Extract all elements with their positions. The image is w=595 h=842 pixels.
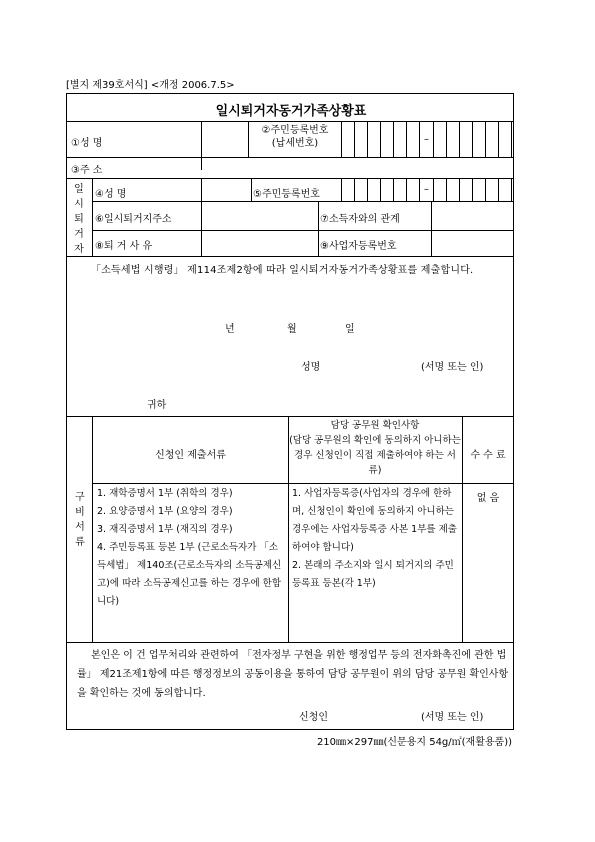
form-number-header: [별지 제39호서식] <개정 2006.7.5> (66, 80, 235, 91)
col-official-header: 담당 공무원 확인사항 (담당 공무원의 확인에 동의하지 아니하는 경우 신청인이 직접 제출하여야 하는 서류) (289, 420, 461, 476)
consent-text: 본인은 이 건 업무처리와 관련하여 「전자정부 구현을 위한 행정업무 등의 전자화촉진에 관한 법률」 제21조제1항에 따른 행정정보의 공동이용을 통하여 담당 공무원이 위의 담당 공무원 확인사항을 확인하는 것에 동의합니다. (77, 650, 509, 699)
date-month: 월 (287, 324, 297, 335)
statement-text: 「소득세법 시행령」 제114조제2항에 따라 일시퇴거자동거가족상황표를 제출합니다. (91, 265, 474, 276)
applicant-docs-list: 1. 재학증명서 1부 (취학의 경우) 2. 요양증명서 1부 (요양의 경우) 3. 재직증명서 1부 (재직의 경우) 4. 주민등록표 등본 1부 (근로소득자가 「소득세법」 제140조(근로소득자의 소득공제신고)에 따라 소득공제신고를 하는 경우에 한합니다) (97, 488, 282, 607)
bizno-label: ⑨사업자등록번호 (320, 241, 397, 252)
paper-spec-footer: 210㎜×297㎜(신문용지 54g/㎡(재활용품)) (316, 737, 512, 748)
reason-field[interactable] (202, 231, 317, 255)
consent-applicant: 신청인 (299, 712, 328, 723)
address-field[interactable] (202, 158, 512, 178)
consent-sign-note: (서명 또는 인) (421, 712, 484, 723)
official-docs-list: 1. 사업자등록증(사업자의 경우에 한하며, 신청인이 확인에 동의하지 아니하는 경우에는 사업자등록증 사본 1부를 제출하여야 합니다) 2. 본래의 주소지와 일시 퇴거지의 주민등록표 등본(각 1부) (292, 488, 457, 589)
addressee: 귀하 (147, 400, 167, 411)
temp-address-field[interactable] (202, 202, 317, 230)
form-title: 일시퇴거자동거가족상황표 (215, 104, 367, 119)
temp-rrn-digit-boxes[interactable]: – (341, 179, 524, 201)
temp-address-label: ⑥일시퇴거지주소 (95, 214, 172, 225)
temp-name-field[interactable] (202, 179, 250, 201)
name-field[interactable] (202, 122, 247, 150)
date-day: 일 (345, 324, 355, 335)
rrn-label: ②주민등록번호 (납세번호) (261, 125, 329, 149)
temp-rrn-label: ⑤주민등록번호 (253, 189, 320, 200)
temp-name-label: ④성 명 (95, 189, 127, 200)
bizno-field[interactable] (432, 231, 512, 255)
docs-section-label: 구비서류 (75, 492, 85, 548)
signer-label: 성명 (301, 362, 321, 373)
temp-section-label: 일시퇴거자 (74, 184, 84, 255)
rrn-digit-boxes[interactable]: – (341, 122, 524, 157)
relation-field[interactable] (432, 202, 512, 230)
reason-label: ⑧퇴 거 사 유 (95, 241, 153, 252)
relation-label: ⑦소득자와의 관계 (320, 214, 400, 225)
date-year: 년 (225, 324, 235, 335)
name-label: ①성 명 (71, 138, 103, 149)
col-fee-header: 수 수 료 (470, 450, 506, 461)
fee-value: 없 음 (476, 493, 500, 504)
sign-note: (서명 또는 인) (421, 362, 484, 373)
form-frame (66, 93, 514, 730)
address-label: ③주 소 (71, 165, 103, 176)
col-applicant-header: 신청인 제출서류 (155, 450, 226, 461)
